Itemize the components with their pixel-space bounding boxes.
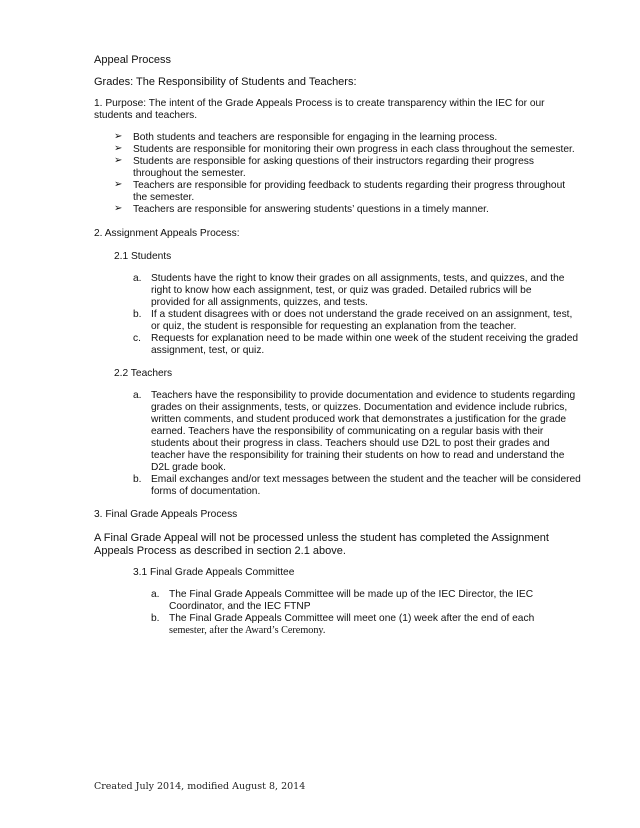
- item-marker: b.: [133, 474, 142, 485]
- arrow-bullet-icon: ➢: [114, 179, 123, 190]
- s3-intro-line-2: Appeals Process as described in section 2.1 above.: [94, 545, 346, 557]
- s22a-line-1: Teachers have the responsibility to provide documentation and evidence to students regarding: [151, 390, 576, 401]
- s21a-line-2: right to know how each assignment, test, or quiz was graded. Detailed rubrics will be: [151, 285, 532, 296]
- section-3-heading: 3. Final Grade Appeals Process: [94, 509, 238, 520]
- section-3-1-heading: 3.1 Final Grade Appeals Committee: [133, 567, 295, 578]
- item-marker: a.: [133, 273, 142, 284]
- s22a-line-2: grades on their assignments, tests, or quizzes. Documentation and evidence include rubrics,: [151, 402, 568, 413]
- s22a-line-7: D2L grade book.: [151, 462, 226, 473]
- s21b-line-2: or quiz, the student is responsible for requesting an explanation from the teacher.: [151, 321, 517, 332]
- bullet-5-line-1: Teachers are responsible for answering students’ questions in a timely manner.: [133, 204, 489, 215]
- item-marker: a.: [151, 589, 160, 600]
- bullet-3-line-2: throughout the semester.: [133, 168, 246, 179]
- page-title: Appeal Process: [94, 54, 172, 66]
- s21a-line-1: Students have the right to know their grades on all assignments, tests, and quizzes, and the: [151, 273, 565, 284]
- s22b-line-2: forms of documentation.: [151, 486, 261, 497]
- s21c-line-1: Requests for explanation need to be made within one week of the student receiving the graded: [151, 333, 579, 344]
- s21b-line-1: If a student disagrees with or does not understand the grade received on an assignment, test,: [151, 309, 573, 320]
- item-marker: b.: [151, 613, 160, 624]
- bullet-1-line-1: Both students and teachers are responsible for engaging in the learning process.: [133, 132, 498, 143]
- section-2-2-heading: 2.2 Teachers: [114, 368, 173, 379]
- s3-intro-line-1: A Final Grade Appeal will not be processed unless the student has completed the Assignment: [94, 532, 549, 544]
- s31a-line-1: The Final Grade Appeals Committee will be made up of the IEC Director, the IEC: [169, 589, 534, 600]
- arrow-bullet-icon: ➢: [114, 203, 123, 214]
- page-footer: Created July 2014, modified August 8, 2014: [94, 781, 306, 792]
- section-2-heading: 2. Assignment Appeals Process:: [94, 228, 240, 239]
- bullet-4-line-1: Teachers are responsible for providing feedback to students regarding their progress throughout: [133, 180, 566, 191]
- purpose-line-1: 1. Purpose: The intent of the Grade Appeals Process is to create transparency within the IEC for our: [94, 98, 545, 109]
- arrow-bullet-icon: ➢: [114, 131, 123, 142]
- bullet-3-line-1: Students are responsible for asking questions of their instructors regarding their progress: [133, 156, 534, 167]
- s22a-line-5: students about their progress in class. Teachers should use D2L to post their grades and: [151, 438, 550, 449]
- s31a-line-2: Coordinator, and the IEC FTNP: [169, 601, 311, 612]
- bullet-2-line-1: Students are responsible for monitoring their own progress in each class throughout the semester.: [133, 144, 575, 155]
- section-2-1-heading: 2.1 Students: [114, 251, 172, 262]
- s22b-line-1: Email exchanges and/or text messages between the student and the teacher will be considered: [151, 474, 581, 485]
- bullet-4-line-2: the semester.: [133, 192, 195, 203]
- s31b-line-1: The Final Grade Appeals Committee will meet one (1) week after the end of each: [169, 613, 535, 624]
- arrow-bullet-icon: ➢: [114, 143, 123, 154]
- arrow-bullet-icon: ➢: [114, 155, 123, 166]
- item-marker: c.: [133, 333, 141, 344]
- s22a-line-3: written comments, and student produced work that demonstrates a justification for the grade: [151, 414, 567, 425]
- item-marker: b.: [133, 309, 142, 320]
- s31b-line-2: semester, after the Award’s Ceremony.: [169, 625, 326, 636]
- s22a-line-4: earned. Teachers have the responsibility of communicating on a regular basis with their: [151, 426, 544, 437]
- purpose-line-2: students and teachers.: [94, 110, 198, 121]
- page-subtitle: Grades: The Responsibility of Students and Teachers:: [94, 76, 357, 88]
- s22a-line-6: teacher have the responsibility for training their students on how to read and understand the: [151, 450, 565, 461]
- s21c-line-2: assignment, test, or quiz.: [151, 345, 265, 356]
- item-marker: a.: [133, 390, 142, 401]
- s21a-line-3: provided for all assignments, quizzes, and tests.: [151, 297, 368, 308]
